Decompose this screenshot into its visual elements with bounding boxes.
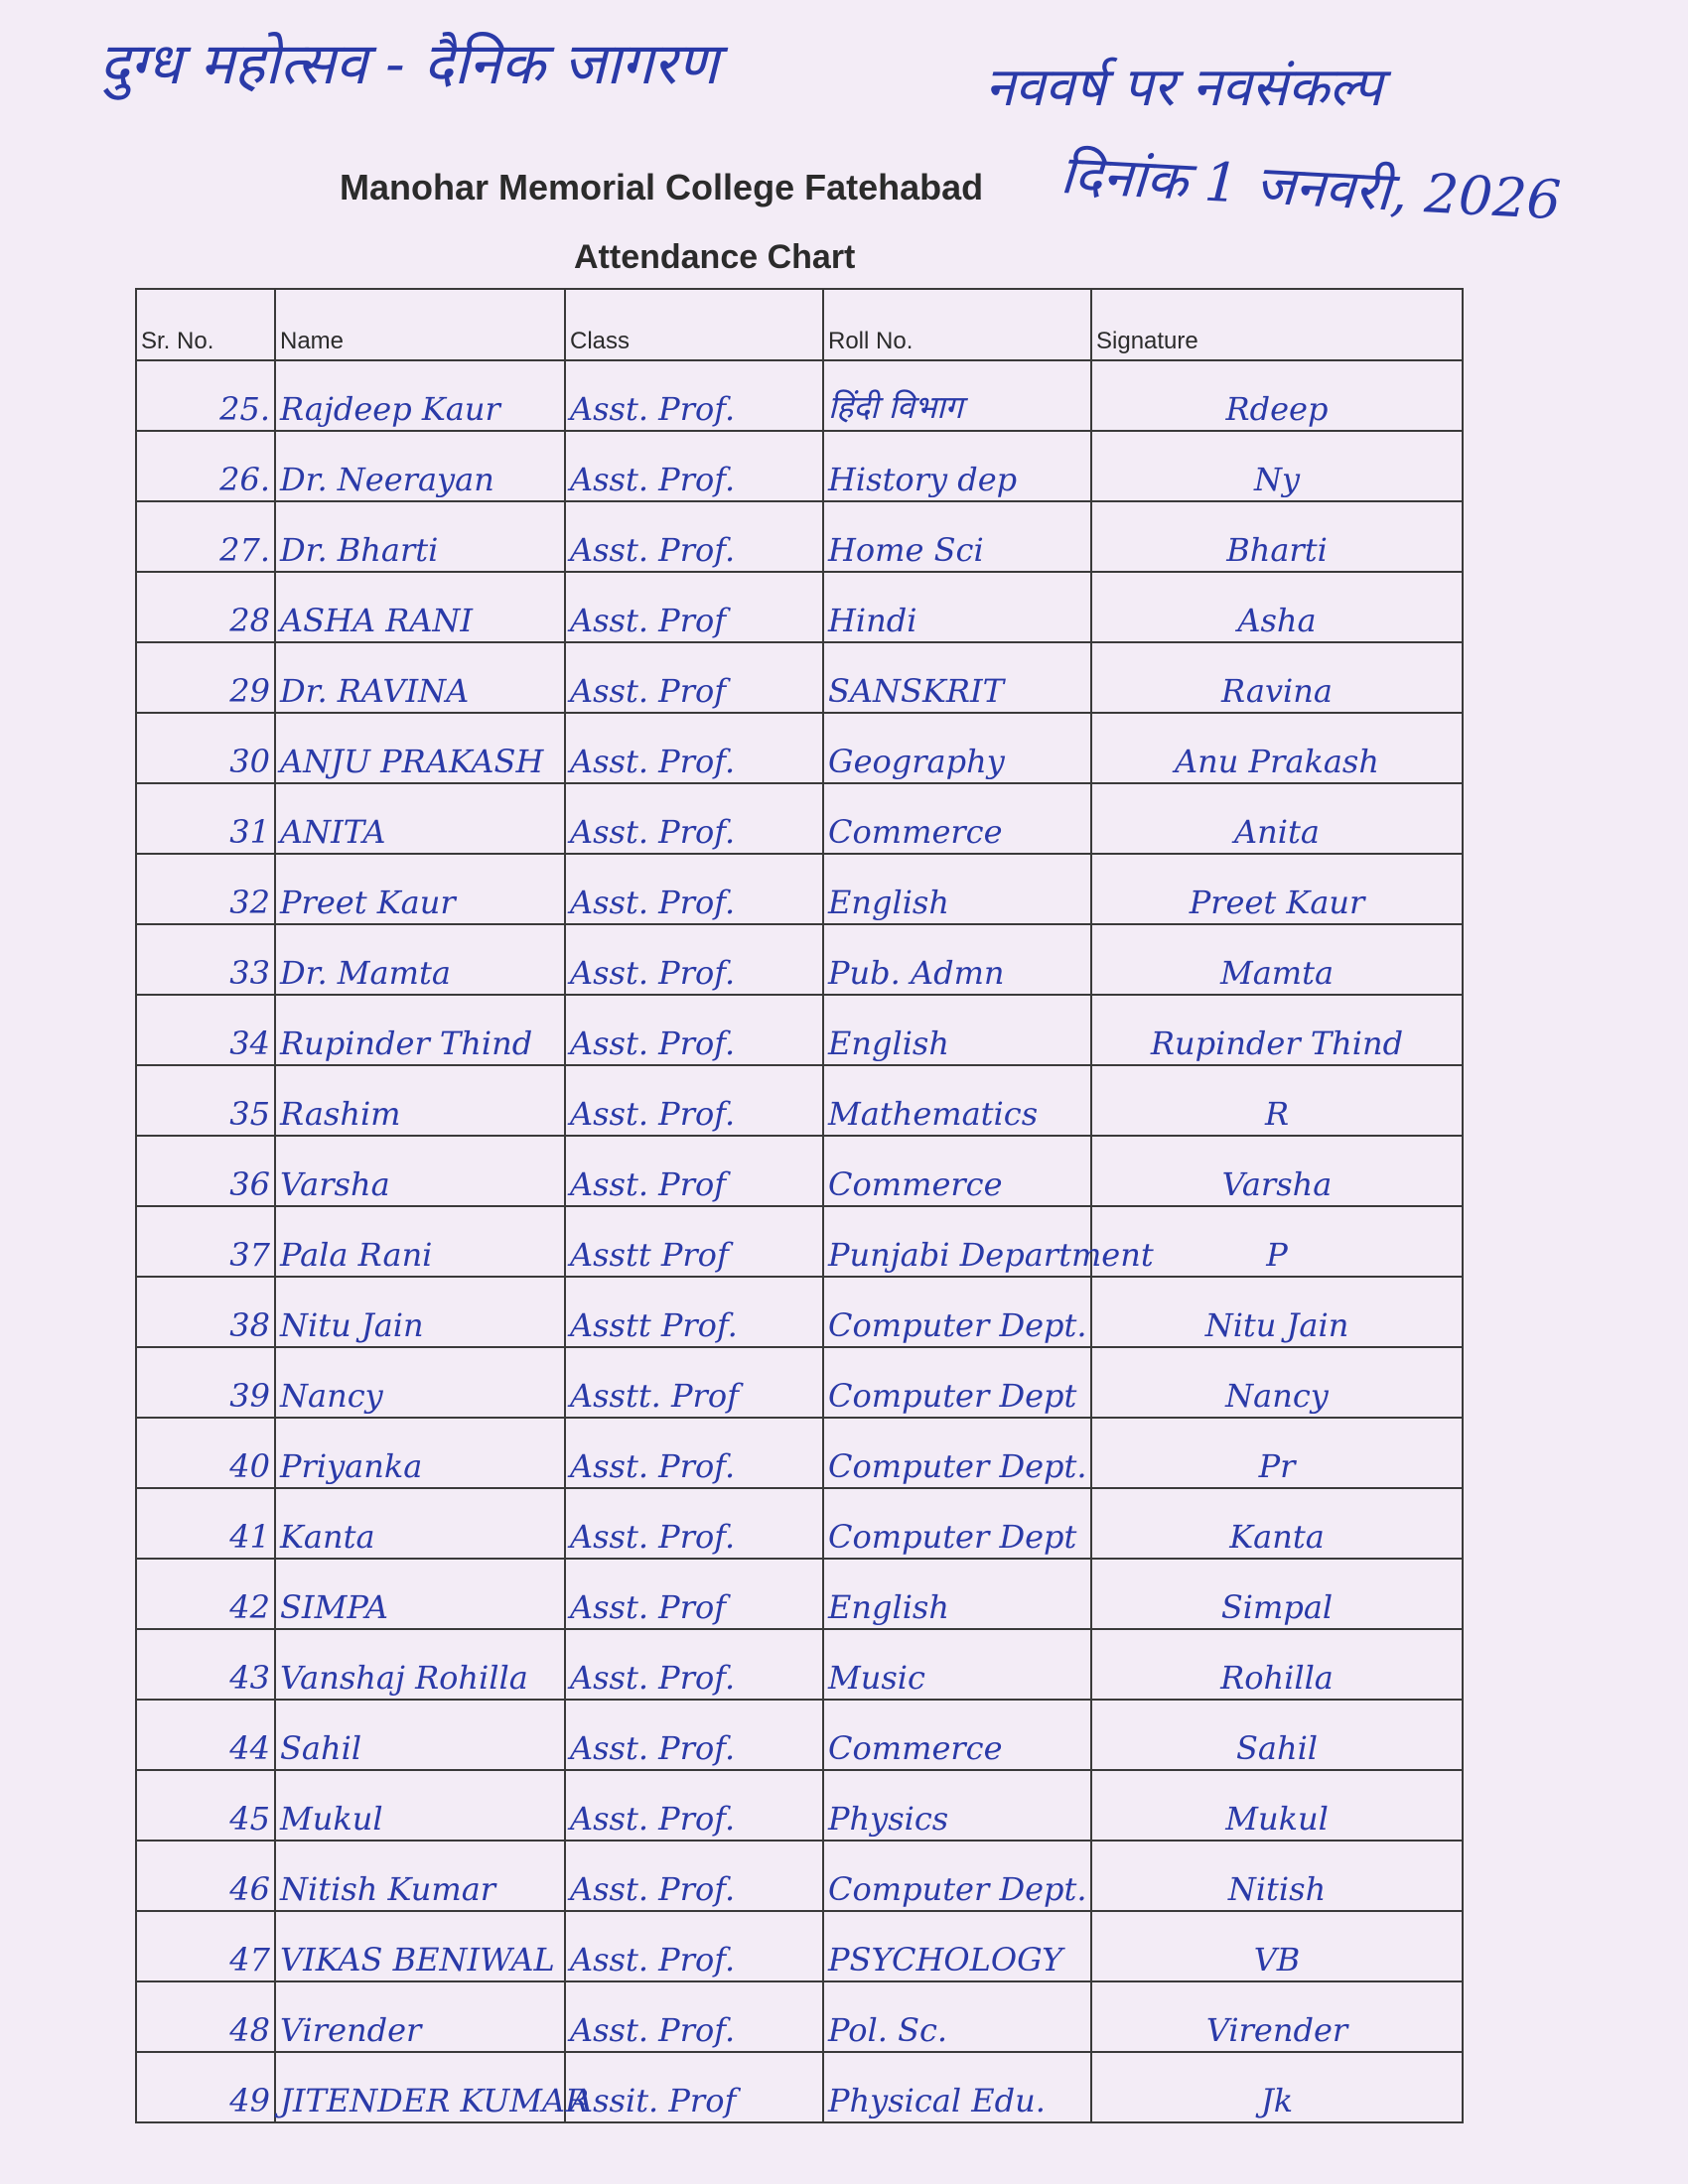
name-cell: Vanshaj Rohilla <box>275 1629 565 1700</box>
class-cell: Asst. Prof. <box>565 1841 823 1911</box>
sr-cell: 32 <box>136 854 275 924</box>
table-row <box>136 1488 1463 1559</box>
class-cell: Asst. Prof. <box>565 1911 823 1981</box>
signature-cell: P <box>1091 1206 1463 1277</box>
name-cell: Preet Kaur <box>275 854 565 924</box>
class-cell: Asst. Prof. <box>565 995 823 1065</box>
sr-cell: 29 <box>136 642 275 713</box>
sr-cell: 36 <box>136 1136 275 1206</box>
name-cell: Varsha <box>275 1136 565 1206</box>
class-cell: Asst. Prof. <box>565 1770 823 1841</box>
name-cell: Sahil <box>275 1700 565 1770</box>
roll-no-cell: Computer Dept <box>823 1488 1091 1559</box>
roll-no-cell: History dep <box>823 431 1091 501</box>
signature-cell: Anita <box>1091 783 1463 854</box>
signature-cell: Mukul <box>1091 1770 1463 1841</box>
class-cell: Asst. Prof. <box>565 854 823 924</box>
signature-cell: Kanta <box>1091 1488 1463 1559</box>
roll-no-cell: Pol. Sc. <box>823 1981 1091 2052</box>
class-cell: Asst. Prof. <box>565 360 823 431</box>
class-cell: Asst. Prof. <box>565 924 823 995</box>
roll-no-cell: English <box>823 854 1091 924</box>
name-cell: JITENDER KUMAR <box>275 2052 565 2122</box>
sr-cell: 46 <box>136 1841 275 1911</box>
roll-no-cell: English <box>823 1559 1091 1629</box>
table-row <box>136 783 1463 854</box>
sr-cell: 35 <box>136 1065 275 1136</box>
attendance-table <box>135 288 1464 2123</box>
table-row <box>136 854 1463 924</box>
table-row <box>136 1981 1463 2052</box>
roll-no-cell: English <box>823 995 1091 1065</box>
roll-no-cell: SANSKRIT <box>823 642 1091 713</box>
table-row <box>136 431 1463 501</box>
sr-cell: 28 <box>136 572 275 642</box>
signature-cell: Nitish <box>1091 1841 1463 1911</box>
signature-cell: Nitu Jain <box>1091 1277 1463 1347</box>
class-cell: Asstt. Prof <box>565 1347 823 1418</box>
chart-title: Attendance Chart <box>574 238 856 276</box>
table-row <box>136 1136 1463 1206</box>
name-cell: VIKAS BENIWAL <box>275 1911 565 1981</box>
handwritten-date: दिनांक 1 जनवरी, 2026 <box>1058 142 1563 232</box>
roll-no-cell: Commerce <box>823 1700 1091 1770</box>
signature-cell: Mamta <box>1091 924 1463 995</box>
table-row <box>136 501 1463 572</box>
class-cell: Asst. Prof. <box>565 713 823 783</box>
roll-no-cell: Music <box>823 1629 1091 1700</box>
class-cell: Asst. Prof. <box>565 783 823 854</box>
sr-cell: 45 <box>136 1770 275 1841</box>
name-cell: Virender <box>275 1981 565 2052</box>
table-row <box>136 1277 1463 1347</box>
name-cell: Dr. RAVINA <box>275 642 565 713</box>
name-cell: Rajdeep Kaur <box>275 360 565 431</box>
class-cell: Asst. Prof. <box>565 1065 823 1136</box>
sr-cell: 31 <box>136 783 275 854</box>
name-cell: Dr. Neerayan <box>275 431 565 501</box>
table-row <box>136 1700 1463 1770</box>
roll-no-cell: Commerce <box>823 1136 1091 1206</box>
signature-cell: Jk <box>1091 2052 1463 2122</box>
name-cell: Pala Rani <box>275 1206 565 1277</box>
roll-no-cell: Mathematics <box>823 1065 1091 1136</box>
class-cell: Asst. Prof. <box>565 501 823 572</box>
signature-cell: Ny <box>1091 431 1463 501</box>
class-cell: Assit. Prof <box>565 2052 823 2122</box>
table-row <box>136 1841 1463 1911</box>
sr-cell: 47 <box>136 1911 275 1981</box>
sr-cell: 39 <box>136 1347 275 1418</box>
roll-no-cell: Physics <box>823 1770 1091 1841</box>
signature-cell: Pr <box>1091 1418 1463 1488</box>
name-cell: Dr. Bharti <box>275 501 565 572</box>
class-cell: Asst. Prof <box>565 1136 823 1206</box>
column-header-sr-no: Sr. No. <box>136 289 275 360</box>
signature-cell: Simpal <box>1091 1559 1463 1629</box>
class-cell: Asst. Prof. <box>565 1981 823 2052</box>
table-row <box>136 1347 1463 1418</box>
column-header-name: Name <box>275 289 565 360</box>
roll-no-cell: हिंदी विभाग <box>823 360 1091 431</box>
class-cell: Asst. Prof. <box>565 1700 823 1770</box>
sr-cell: 48 <box>136 1981 275 2052</box>
table-row <box>136 1911 1463 1981</box>
table-row <box>136 1559 1463 1629</box>
sr-cell: 40 <box>136 1418 275 1488</box>
class-cell: Asst. Prof. <box>565 1629 823 1700</box>
signature-cell: Nancy <box>1091 1347 1463 1418</box>
sr-cell: 42 <box>136 1559 275 1629</box>
column-header-roll-no: Roll No. <box>823 289 1091 360</box>
signature-cell: Rohilla <box>1091 1629 1463 1700</box>
roll-no-cell: Physical Edu. <box>823 2052 1091 2122</box>
class-cell: Asst. Prof. <box>565 431 823 501</box>
roll-no-cell: Computer Dept. <box>823 1418 1091 1488</box>
name-cell: Dr. Mamta <box>275 924 565 995</box>
signature-cell: Virender <box>1091 1981 1463 2052</box>
class-cell: Asstt Prof <box>565 1206 823 1277</box>
class-cell: Asst. Prof. <box>565 1418 823 1488</box>
name-cell: Rashim <box>275 1065 565 1136</box>
signature-cell: Rupinder Thind <box>1091 995 1463 1065</box>
handwritten-event-title: दुग्ध महोत्सव - दैनिक जागरण <box>99 30 719 97</box>
table-row <box>136 1770 1463 1841</box>
roll-no-cell: Computer Dept. <box>823 1841 1091 1911</box>
table-body <box>136 360 1463 2122</box>
column-header-signature: Signature <box>1091 289 1463 360</box>
name-cell: Nancy <box>275 1347 565 1418</box>
table-row <box>136 924 1463 995</box>
table-row <box>136 360 1463 431</box>
name-cell: Kanta <box>275 1488 565 1559</box>
signature-cell: Sahil <box>1091 1700 1463 1770</box>
name-cell: ANITA <box>275 783 565 854</box>
name-cell: Rupinder Thind <box>275 995 565 1065</box>
table-row <box>136 1418 1463 1488</box>
table-row <box>136 995 1463 1065</box>
name-cell: ASHA RANI <box>275 572 565 642</box>
sr-cell: 26. <box>136 431 275 501</box>
signature-cell: Rdeep <box>1091 360 1463 431</box>
table-row <box>136 1065 1463 1136</box>
college-name: Manohar Memorial College Fatehabad <box>340 167 984 207</box>
signature-cell: VB <box>1091 1911 1463 1981</box>
name-cell: ANJU PRAKASH <box>275 713 565 783</box>
class-cell: Asst. Prof <box>565 572 823 642</box>
sr-cell: 33 <box>136 924 275 995</box>
class-cell: Asst. Prof <box>565 642 823 713</box>
name-cell: SIMPA <box>275 1559 565 1629</box>
sr-cell: 44 <box>136 1700 275 1770</box>
sr-cell: 41 <box>136 1488 275 1559</box>
sr-cell: 43 <box>136 1629 275 1700</box>
sr-cell: 37 <box>136 1206 275 1277</box>
signature-cell: Anu Prakash <box>1091 713 1463 783</box>
signature-cell: Varsha <box>1091 1136 1463 1206</box>
table-header-row <box>136 289 1463 360</box>
sr-cell: 25. <box>136 360 275 431</box>
table-row <box>136 2052 1463 2122</box>
table-row <box>136 572 1463 642</box>
table-row <box>136 1629 1463 1700</box>
roll-no-cell: Commerce <box>823 783 1091 854</box>
sr-cell: 49 <box>136 2052 275 2122</box>
roll-no-cell: Home Sci <box>823 501 1091 572</box>
roll-no-cell: Geography <box>823 713 1091 783</box>
signature-cell: R <box>1091 1065 1463 1136</box>
table-row <box>136 642 1463 713</box>
class-cell: Asst. Prof <box>565 1559 823 1629</box>
name-cell: Priyanka <box>275 1418 565 1488</box>
sr-cell: 30 <box>136 713 275 783</box>
class-cell: Asstt Prof. <box>565 1277 823 1347</box>
signature-cell: Preet Kaur <box>1091 854 1463 924</box>
column-header-class: Class <box>565 289 823 360</box>
signature-cell: Asha <box>1091 572 1463 642</box>
roll-no-cell: Computer Dept <box>823 1347 1091 1418</box>
table-row <box>136 1206 1463 1277</box>
sr-cell: 27. <box>136 501 275 572</box>
roll-no-cell: PSYCHOLOGY <box>823 1911 1091 1981</box>
roll-no-cell: Hindi <box>823 572 1091 642</box>
sr-cell: 34 <box>136 995 275 1065</box>
name-cell: Nitu Jain <box>275 1277 565 1347</box>
signature-cell: Ravina <box>1091 642 1463 713</box>
sr-cell: 38 <box>136 1277 275 1347</box>
signature-cell: Bharti <box>1091 501 1463 572</box>
roll-no-cell: Pub. Admn <box>823 924 1091 995</box>
class-cell: Asst. Prof. <box>565 1488 823 1559</box>
name-cell: Nitish Kumar <box>275 1841 565 1911</box>
handwritten-new-year-resolution: नववर्ष पर नवसंकल्प <box>985 56 1383 118</box>
table-row <box>136 713 1463 783</box>
name-cell: Mukul <box>275 1770 565 1841</box>
roll-no-cell: Computer Dept. <box>823 1277 1091 1347</box>
roll-no-cell: Punjabi Department <box>823 1206 1091 1277</box>
